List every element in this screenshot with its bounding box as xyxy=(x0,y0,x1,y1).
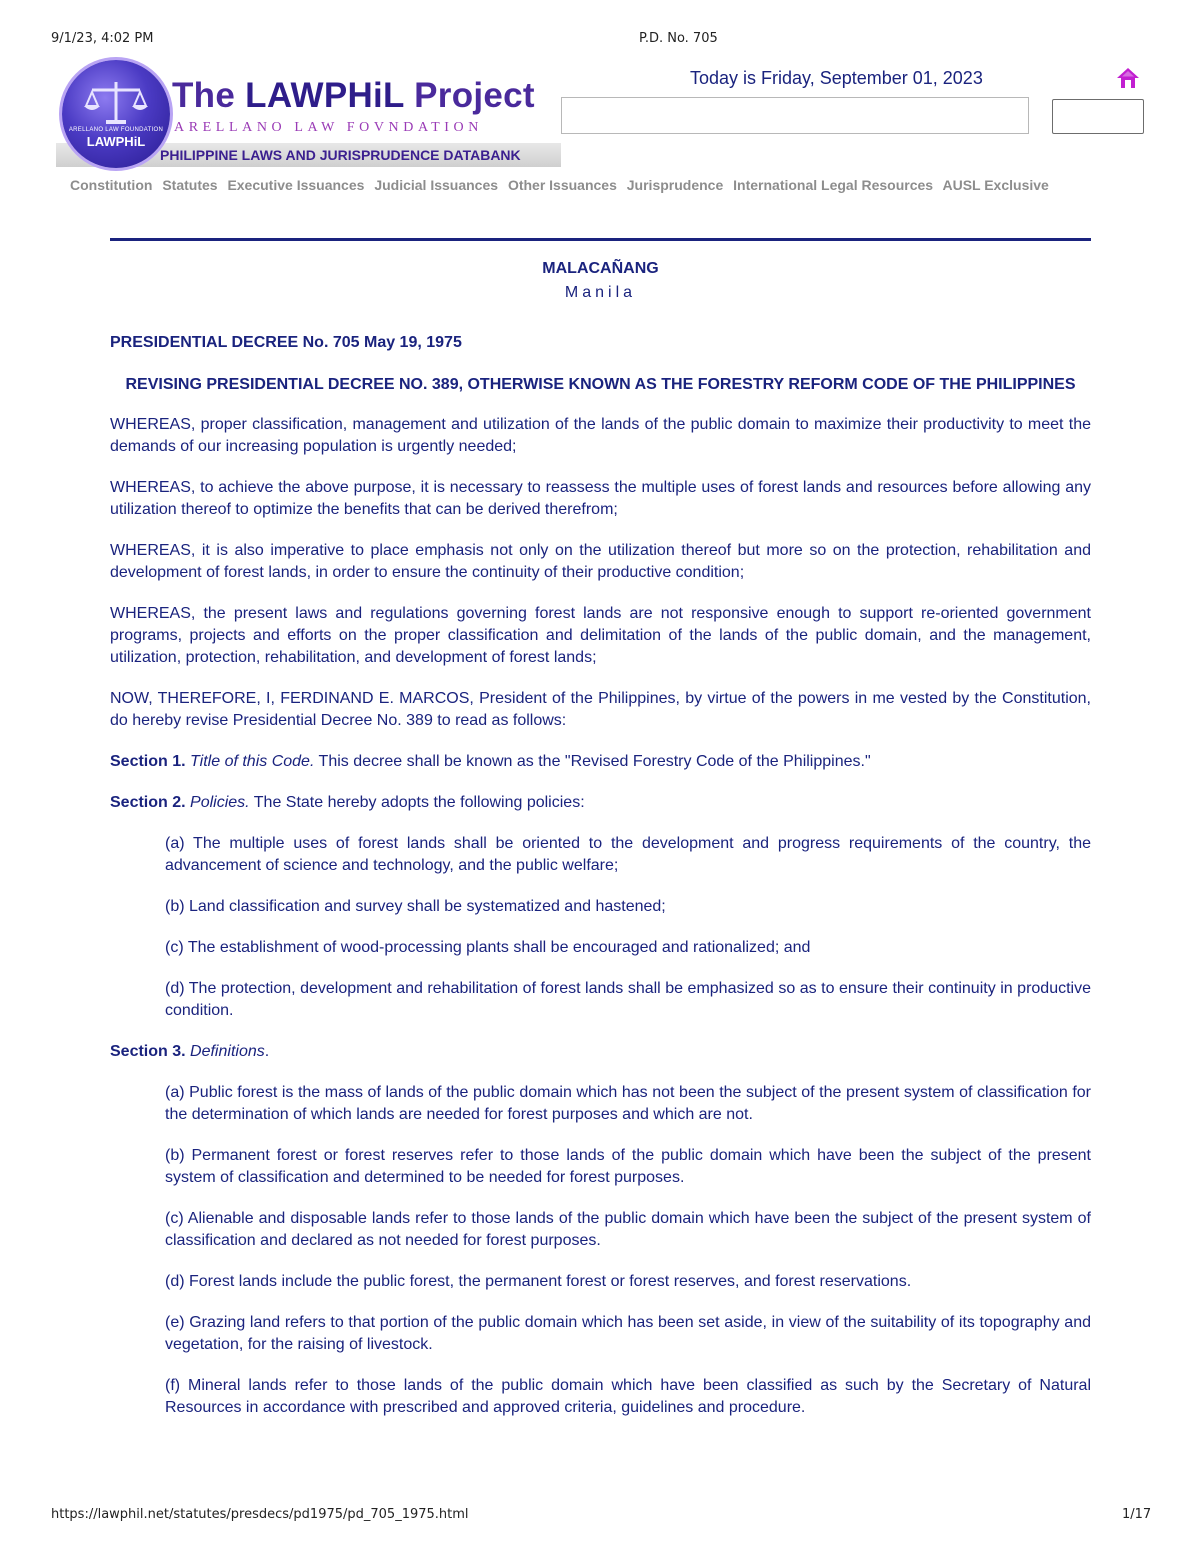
print-title: P.D. No. 705 xyxy=(639,31,718,46)
decree-document xyxy=(110,258,1091,1419)
section-3-item: (b) Permanent forest or forest reserves refer to those lands of the public domain which have been the subject of the present system of classification and determined to be needed for forest purposes. xyxy=(165,1147,1091,1186)
section-2 xyxy=(110,792,1091,814)
logo-subtitle: ARELLANO LAW FOVNDATION xyxy=(174,120,483,135)
main-nav xyxy=(70,177,1055,193)
scales-of-justice-icon xyxy=(62,60,170,168)
section-2-title: Policies. xyxy=(190,794,250,811)
print-url: https://lawphil.net/statutes/presdecs/pd1975/pd_705_1975.html xyxy=(51,1507,469,1522)
section-2-text: The State hereby adopts the following policies: xyxy=(249,794,585,811)
whereas-clause: WHEREAS, the present laws and regulations governing forest lands are not responsive enough to support re-oriented government programs, projects and efforts on the proper classification and delimitation of the lands of the public domain, and the management, utilization, protection, rehabilitation, and development of forest lands; xyxy=(110,605,1091,666)
lawphil-logo[interactable] xyxy=(56,58,561,170)
logo-seal xyxy=(62,60,170,168)
print-page-number: 1/17 xyxy=(1122,1507,1152,1522)
logo-title-suffix: Project xyxy=(404,76,535,115)
section-2-item: (d) The protection, development and rehabilitation of forest lands shall be emphasized so as to ensure their continuity in productive condition. xyxy=(165,980,1091,1019)
section-2-item: (c) The establishment of wood-processing plants shall be encouraged and rationalized; and xyxy=(165,939,811,956)
section-3-label: Section 3. xyxy=(110,1043,186,1060)
section-3 xyxy=(110,1041,1091,1063)
nav-ausl-exclusive[interactable]: AUSL Exclusive xyxy=(942,177,1049,193)
section-3-item: (a) Public forest is the mass of lands of the public domain which has not been the subject of the present system of classification for the determination of which lands are needed for forest purposes and which are not. xyxy=(165,1084,1091,1123)
header-divider xyxy=(110,238,1091,241)
section-3-item: (e) Grazing land refers to that portion of the public domain which has been set aside, in view of the suitability of its topography and vegetation, for the raising of livestock. xyxy=(165,1314,1091,1353)
section-2-item: (a) The multiple uses of forest lands shall be oriented to the development and progress requirements of the country, the advancement of science and technology, and the public welfare; xyxy=(165,835,1091,874)
decree-title: PRESIDENTIAL DECREE No. 705 May 19, 1975 xyxy=(110,334,462,351)
nav-international-legal-resources[interactable]: International Legal Resources xyxy=(733,177,934,193)
today-date: Today is Friday, September 01, 2023 xyxy=(690,68,983,88)
logo-band-text: PHILIPPINE LAWS AND JURISPRUDENCE DATABANK xyxy=(160,147,521,163)
logo-title xyxy=(172,76,535,116)
section-1 xyxy=(110,751,1091,773)
nav-other-issuances[interactable]: Other Issuances xyxy=(507,177,617,193)
nav-statutes[interactable]: Statutes xyxy=(162,177,218,193)
whereas-clause: WHEREAS, to achieve the above purpose, it is necessary to reassess the multiple uses of forest lands and resources before allowing any utilization thereof to optimize the benefits that can be derived therefrom; xyxy=(110,479,1091,518)
section-3-text: . xyxy=(264,1043,270,1060)
whereas-clause: WHEREAS, it is also imperative to place emphasis not only on the utilization thereof but more so on the protection, rehabilitation and development of forest lands, in order to ensure the continuity of their productive condition; xyxy=(110,542,1091,581)
section-3-item: (f) Mineral lands refer to those lands of the public domain which have been classified as such by the Secretary of Natural Resources in accordance with prescribed and approved criteria, guidelines and procedure. xyxy=(165,1377,1091,1416)
section-2-label: Section 2. xyxy=(110,794,186,811)
logo-seal-big-text: LAWPHiL xyxy=(86,134,146,149)
logo-seal-small-text: ARELLANO LAW FOUNDATION xyxy=(68,127,164,133)
nav-jurisprudence[interactable]: Jurisprudence xyxy=(626,177,724,193)
whereas-clause: WHEREAS, proper classification, management and utilization of the lands of the public domain to maximize their productivity to meet the demands of our increasing population is urgently needed; xyxy=(110,416,1091,455)
section-1-title: Title of this Code. xyxy=(190,753,315,770)
section-1-label: Section 1. xyxy=(110,753,186,770)
section-3-item: (d) Forest lands include the public forest, the permanent forest or forest reserves, and forest reservations. xyxy=(165,1273,912,1290)
manila-heading: Manila xyxy=(564,284,637,301)
section-3-title: Definitions xyxy=(190,1043,265,1060)
decree-subject: REVISING PRESIDENTIAL DECREE NO. 389, OTHERWISE KNOWN AS THE FORESTRY REFORM CODE OF THE PHILIPPINES xyxy=(125,376,1076,393)
now-therefore-clause: NOW, THEREFORE, I, FERDINAND E. MARCOS, President of the Philippines, by virtue of the powers in me vested by the Constitution, do hereby revise Presidential Decree No. 389 to read as follows: xyxy=(110,690,1091,729)
search-input[interactable] xyxy=(561,97,1029,134)
logo-title-brand: LAWPHiL xyxy=(245,76,405,115)
home-icon[interactable] xyxy=(1116,67,1140,89)
section-2-item: (b) Land classification and survey shall be systematized and hastened; xyxy=(165,898,666,915)
nav-judicial-issuances[interactable]: Judicial Issuances xyxy=(374,177,499,193)
search-button[interactable] xyxy=(1052,99,1144,134)
section-3-item: (c) Alienable and disposable lands refer to those lands of the public domain which have been the subject of the present system of classification and declared as not needed for forest purposes. xyxy=(165,1210,1091,1249)
nav-executive-issuances[interactable]: Executive Issuances xyxy=(227,177,365,193)
print-datetime: 9/1/23, 4:02 PM xyxy=(51,31,154,46)
nav-constitution[interactable]: Constitution xyxy=(70,177,153,193)
malacanang-heading: MALACAÑANG xyxy=(542,260,659,277)
section-1-text: This decree shall be known as the "Revised Forestry Code of the Philippines." xyxy=(314,753,871,770)
logo-title-prefix: The xyxy=(172,76,246,115)
